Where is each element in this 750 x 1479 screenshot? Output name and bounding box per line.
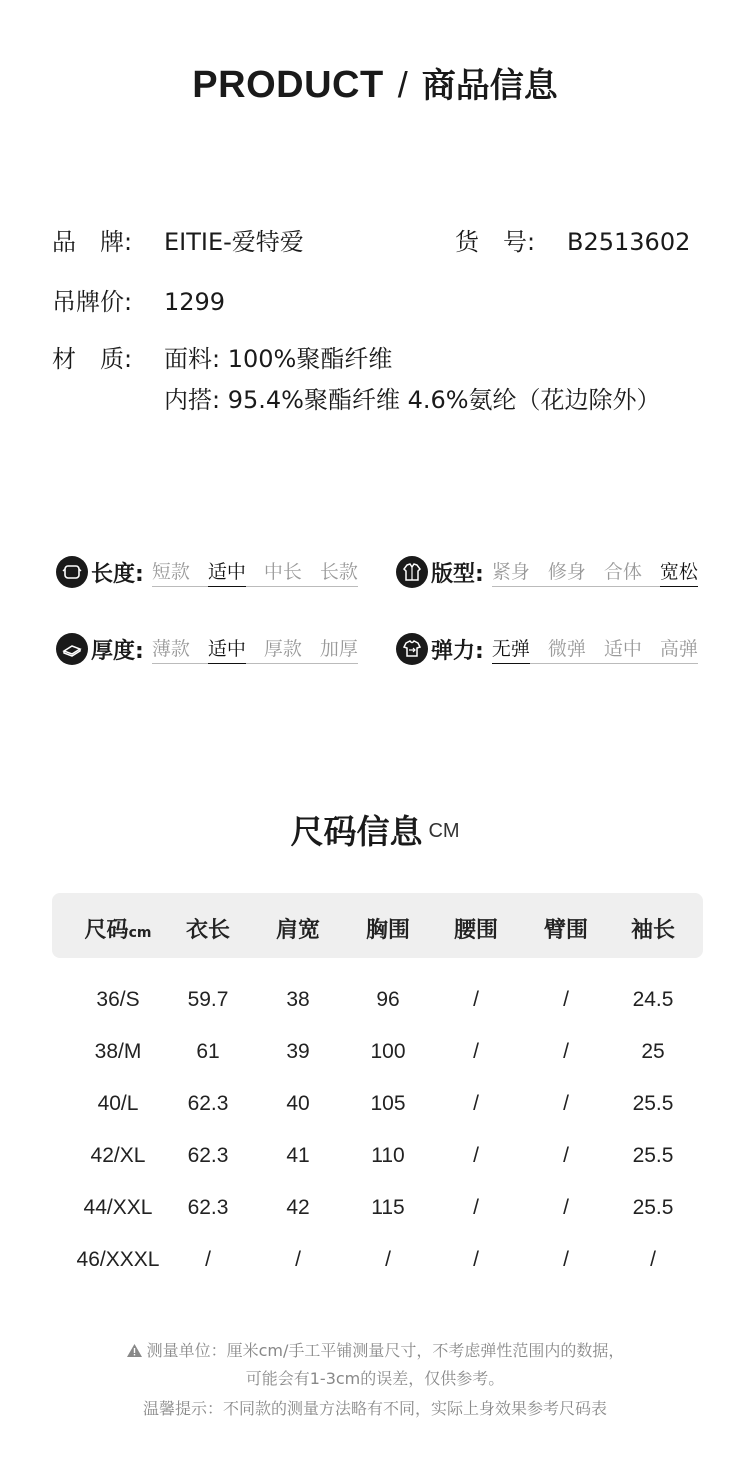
attr-stretch-label: 弹力: bbox=[431, 638, 484, 664]
table-cell: 42/XL bbox=[90, 1144, 146, 1167]
option: 紧身 bbox=[492, 557, 530, 587]
table-cell: 44/XXL bbox=[83, 1196, 153, 1219]
attr-thickness-options bbox=[152, 634, 358, 664]
sku-label: 货 号: bbox=[455, 228, 536, 256]
table-cell: / bbox=[563, 1040, 569, 1063]
table-cell: 62.3 bbox=[187, 1144, 229, 1167]
option-selected: 适中 bbox=[208, 634, 246, 664]
table-cell: 41 bbox=[286, 1144, 310, 1167]
title-en: PRODUCT bbox=[192, 64, 384, 106]
table-cell: 62.3 bbox=[187, 1092, 229, 1115]
table-cell: 40/L bbox=[97, 1092, 139, 1115]
option: 合体 bbox=[604, 557, 642, 587]
table-cell: 25.5 bbox=[632, 1144, 674, 1167]
brand-value: EITIE-爱特爱 bbox=[164, 228, 304, 256]
table-cell: / bbox=[473, 1144, 479, 1167]
header-shoulder: 肩宽 bbox=[275, 918, 321, 943]
note-line1-row bbox=[0, 1338, 750, 1362]
table-row bbox=[0, 1248, 750, 1278]
table-cell: / bbox=[473, 1248, 479, 1271]
material-line2-row bbox=[164, 388, 661, 412]
table-cell: 25.5 bbox=[632, 1196, 674, 1219]
attr-length-label: 长度: bbox=[91, 561, 144, 587]
material-line2: 内搭: 95.4%聚酯纤维 4.6%氨纶（花边除外） bbox=[164, 386, 661, 414]
option: 微弹 bbox=[548, 634, 586, 664]
table-cell: 61 bbox=[196, 1040, 220, 1063]
table-row bbox=[0, 1040, 750, 1070]
attr-length-options bbox=[152, 557, 358, 587]
table-cell: 59.7 bbox=[187, 988, 229, 1011]
fabric-thickness-icon bbox=[56, 633, 88, 665]
attr-stretch bbox=[396, 632, 698, 666]
attr-thickness bbox=[56, 632, 358, 666]
sku-row bbox=[455, 230, 690, 254]
table-row bbox=[0, 988, 750, 1018]
option: 中长 bbox=[264, 557, 302, 587]
option: 长款 bbox=[320, 557, 358, 587]
table-cell: 36/S bbox=[96, 988, 140, 1011]
shirt-length-icon bbox=[56, 556, 88, 588]
table-cell: 38 bbox=[286, 988, 310, 1011]
option: 薄款 bbox=[152, 634, 190, 664]
title-cn: 商品信息 bbox=[421, 66, 558, 106]
title-separator: / bbox=[397, 64, 408, 105]
table-cell: 105 bbox=[370, 1092, 406, 1115]
size-table-header bbox=[52, 893, 703, 958]
table-cell: 62.3 bbox=[187, 1196, 229, 1219]
table-cell: / bbox=[385, 1248, 391, 1271]
table-cell: 115 bbox=[371, 1196, 405, 1219]
brand-label: 品 牌: bbox=[52, 228, 133, 256]
option: 高弹 bbox=[660, 634, 698, 664]
option-selected: 无弹 bbox=[492, 634, 530, 664]
attr-fit bbox=[396, 555, 698, 589]
table-cell: 42 bbox=[286, 1196, 310, 1219]
table-cell: / bbox=[563, 1092, 569, 1115]
option: 修身 bbox=[548, 557, 586, 587]
table-cell: 39 bbox=[286, 1040, 310, 1063]
option-selected: 适中 bbox=[208, 557, 246, 587]
option: 厚款 bbox=[264, 634, 302, 664]
header-size: 尺码cm bbox=[84, 918, 152, 943]
table-row bbox=[0, 1092, 750, 1122]
brand-row bbox=[52, 230, 304, 254]
note-line3: 温馨提示：不同款的测量方法略有不同，实际上身效果参考尺码表 bbox=[142, 1399, 607, 1418]
page-title bbox=[0, 58, 750, 107]
table-cell: 100 bbox=[370, 1040, 406, 1063]
jacket-fit-icon bbox=[396, 556, 428, 588]
note-line2: 可能会有1-3cm的误差，仅供参考。 bbox=[245, 1369, 505, 1388]
material-row bbox=[52, 347, 392, 371]
material-line1: 面料: 100%聚酯纤维 bbox=[164, 345, 393, 373]
header-arm: 臂围 bbox=[543, 918, 589, 943]
table-cell: / bbox=[650, 1248, 656, 1271]
option-selected: 宽松 bbox=[660, 557, 698, 587]
attr-length bbox=[56, 555, 358, 589]
price-value: 1299 bbox=[164, 288, 226, 316]
table-cell: 25.5 bbox=[632, 1092, 674, 1115]
warning-icon bbox=[126, 1343, 143, 1362]
table-cell: / bbox=[563, 1248, 569, 1271]
table-row bbox=[0, 1144, 750, 1174]
header-sleeve: 袖长 bbox=[630, 918, 676, 943]
attr-thickness-label: 厚度: bbox=[91, 638, 144, 664]
size-title: 尺码信息 bbox=[290, 812, 423, 851]
table-cell: / bbox=[473, 1196, 479, 1219]
stretch-shirt-icon bbox=[396, 633, 428, 665]
material-label: 材 质: bbox=[52, 345, 133, 373]
table-cell: 25 bbox=[641, 1040, 665, 1063]
attr-fit-options bbox=[492, 557, 698, 587]
header-waist: 腰围 bbox=[453, 918, 499, 943]
size-unit: CM bbox=[428, 819, 460, 842]
size-section-title bbox=[0, 806, 750, 853]
table-cell: / bbox=[205, 1248, 211, 1271]
header-length: 衣长 bbox=[185, 918, 231, 943]
table-cell: / bbox=[563, 1196, 569, 1219]
table-cell: / bbox=[473, 1092, 479, 1115]
table-cell: 40 bbox=[286, 1092, 310, 1115]
table-row bbox=[0, 1196, 750, 1226]
table-cell: 96 bbox=[376, 988, 400, 1011]
price-row bbox=[52, 290, 225, 314]
option: 短款 bbox=[152, 557, 190, 587]
table-cell: / bbox=[563, 1144, 569, 1167]
sku-value: B2513602 bbox=[567, 228, 691, 256]
option: 加厚 bbox=[320, 634, 358, 664]
table-cell: 110 bbox=[371, 1144, 405, 1167]
attr-stretch-options bbox=[492, 634, 698, 664]
option: 适中 bbox=[604, 634, 642, 664]
table-cell: / bbox=[473, 1040, 479, 1063]
table-cell: 24.5 bbox=[632, 988, 674, 1011]
table-cell: / bbox=[563, 988, 569, 1011]
price-label: 吊牌价: bbox=[52, 288, 133, 316]
header-chest: 胸围 bbox=[365, 918, 411, 943]
table-cell: 38/M bbox=[94, 1040, 142, 1063]
table-cell: / bbox=[295, 1248, 301, 1271]
attr-fit-label: 版型: bbox=[431, 561, 484, 587]
table-cell: / bbox=[473, 988, 479, 1011]
note-line1: 测量单位：厘米cm/手工平铺测量尺寸，不考虑弹性范围内的数据， bbox=[146, 1341, 625, 1360]
table-cell: 46/XXXL bbox=[76, 1248, 160, 1271]
